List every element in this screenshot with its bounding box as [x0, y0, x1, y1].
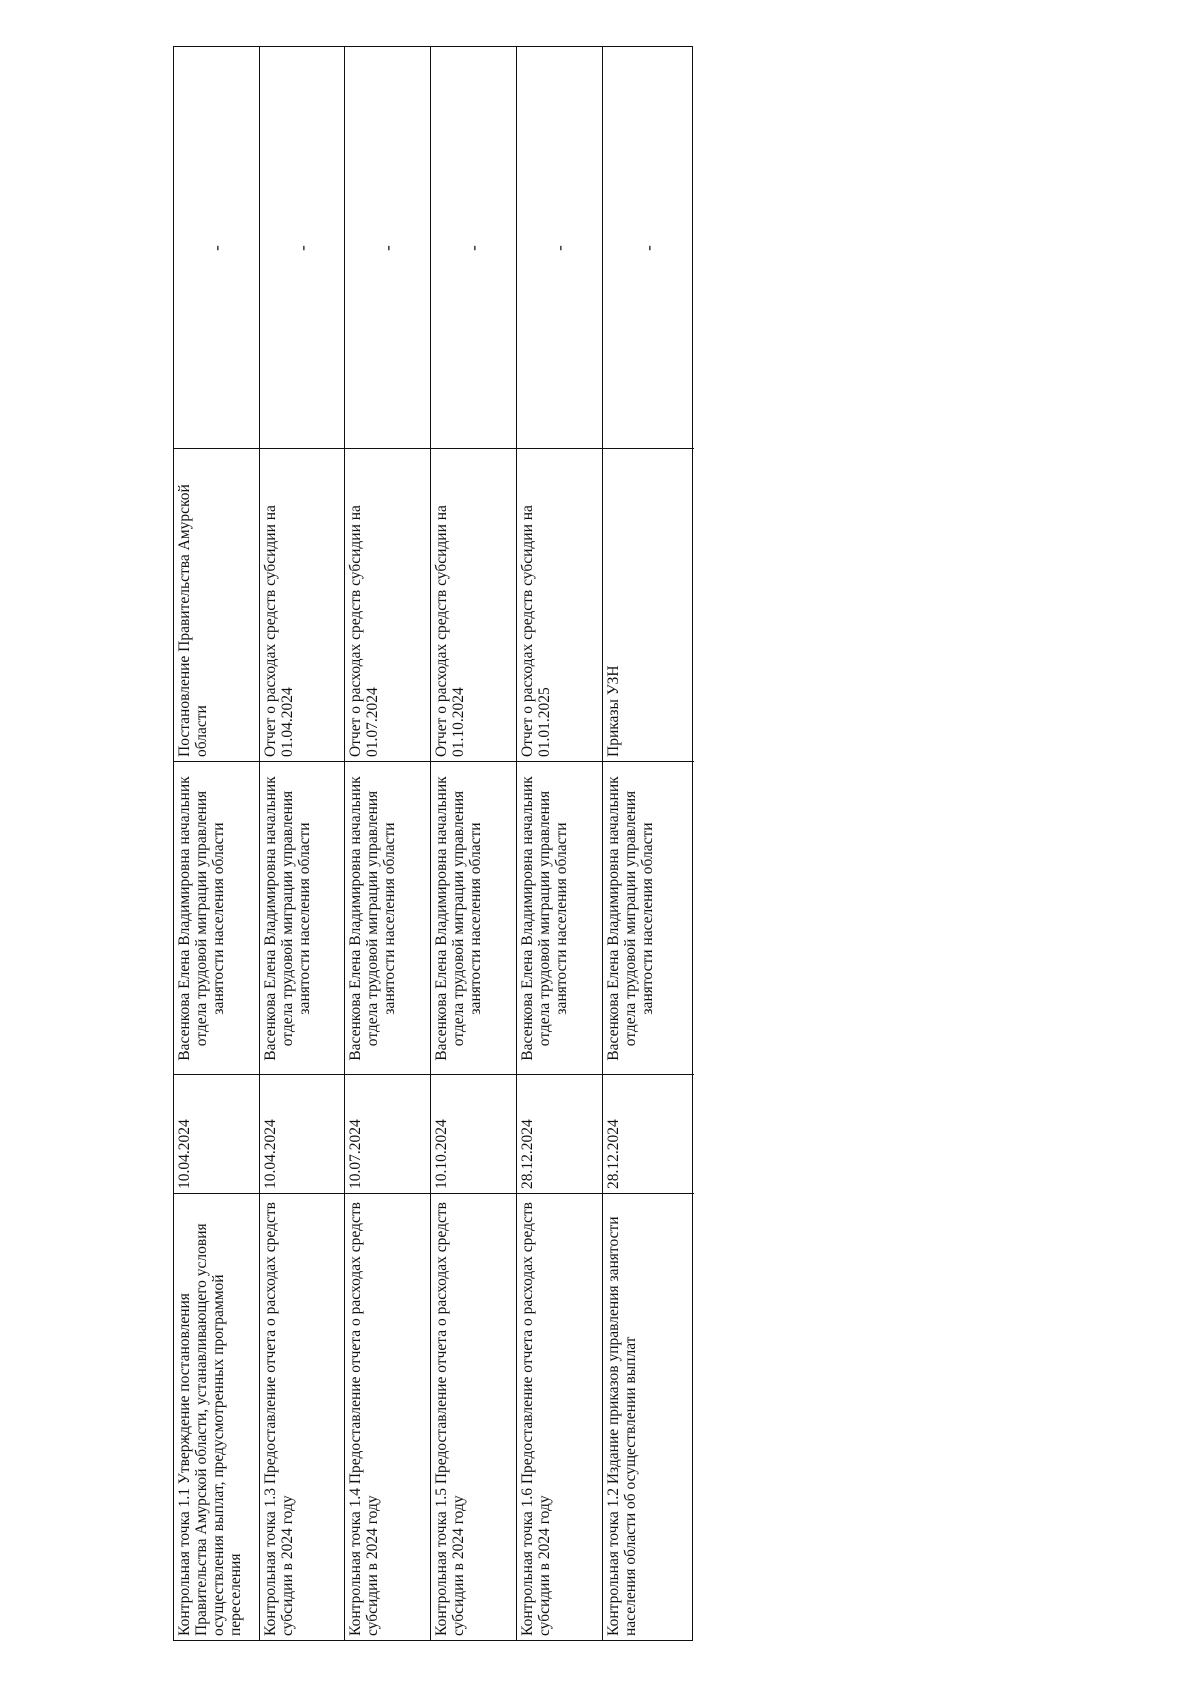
table-row	[603, 47, 694, 1640]
table-row	[345, 47, 431, 1640]
document-cell: Постановление Правительства Амурской области	[174, 448, 259, 761]
responsible-cell: Васенкова Елена Владимировна начальник отдела трудовой миграции управления занятости населения области	[603, 761, 694, 1074]
note-cell: -	[378, 245, 397, 251]
task-cell: Контрольная точка 1.4 Предоставление отчета о расходах средств субсидии в 2024 году	[345, 1193, 430, 1640]
responsible-cell: Васенкова Елена Владимировна начальник отдела трудовой миграции управления занятости населения области	[260, 761, 344, 1074]
date-cell: 10.07.2024	[345, 1074, 430, 1193]
task-cell: Контрольная точка 1.5 Предоставление отчета о расходах средств субсидии в 2024 году	[431, 1193, 516, 1640]
control-points-table	[173, 46, 693, 1641]
note-cell: -	[639, 245, 658, 251]
note-cell: -	[464, 245, 483, 251]
note-cell: -	[207, 245, 226, 251]
task-cell: Контрольная точка 1.6 Предоставление отчета о расходах средств субсидии в 2024 году	[517, 1193, 602, 1640]
task-cell: Контрольная точка 1.3 Предоставление отчета о расходах средств субсидии в 2024 году	[260, 1193, 344, 1640]
table-row	[431, 47, 517, 1640]
date-cell: 10.04.2024	[174, 1074, 259, 1193]
note-cell: -	[292, 245, 312, 251]
document-cell: Отчет о расходах средств субсидии на 01.10.2024	[431, 448, 516, 761]
task-cell: Контрольная точка 1.1 Утверждение постановления Правительства Амурской области, устанавливающего условия осуществления выплат, предусмотренных программой переселения	[174, 1193, 259, 1640]
date-cell: 28.12.2024	[603, 1074, 694, 1193]
date-cell: 10.10.2024	[431, 1074, 516, 1193]
document-cell: Отчет о расходах средств субсидии на 01.04.2024	[260, 448, 344, 761]
document-cell: Отчет о расходах средств субсидии на 01.07.2024	[345, 448, 430, 761]
table-row	[517, 47, 603, 1640]
task-cell: Контрольная точка 1.2 Издание приказов управления занятости населения области об осуществлении выплат	[603, 1193, 694, 1640]
table-row	[260, 47, 345, 1640]
date-cell: 10.04.2024	[260, 1074, 344, 1193]
responsible-cell: Васенкова Елена Владимировна начальник отдела трудовой миграции управления занятости населения области	[517, 761, 602, 1074]
responsible-cell: Васенкова Елена Владимировна начальник отдела трудовой миграции управления занятости населения области	[345, 761, 430, 1074]
responsible-cell: Васенкова Елена Владимировна начальник отдела трудовой миграции управления занятости населения области	[431, 761, 516, 1074]
responsible-cell: Васенкова Елена Владимировна начальник отдела трудовой миграции управления занятости населения области	[174, 761, 259, 1074]
document-cell: Отчет о расходах средств субсидии на 01.01.2025	[517, 448, 602, 761]
table-row	[174, 47, 260, 1640]
date-cell: 28.12.2024	[517, 1074, 602, 1193]
note-cell: -	[550, 245, 569, 251]
document-cell: Приказы УЗН	[603, 448, 694, 761]
